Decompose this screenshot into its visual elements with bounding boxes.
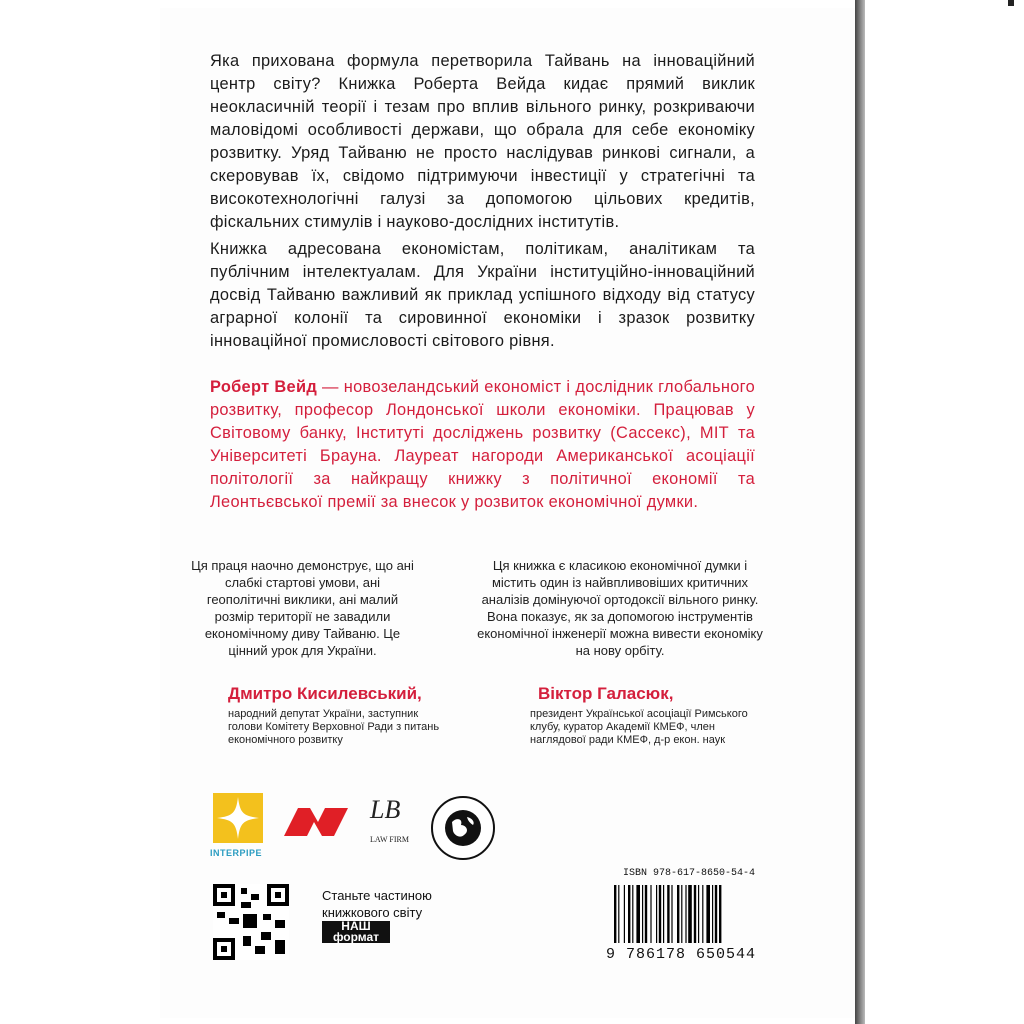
corner-mark <box>1008 0 1014 6</box>
author-bio-text: — новозеландський економіст і дослідник глобального розвитку, професор Лондонської школи економіки. Працював у Світовому банку, Інституті досліджень розвитку (Сассекс), МІТ та Університеті Брауна. Лауреат нагороди Американської асоціації політології за найкращу книжку з політичної економії та Леонтьєвської премії за внесок у розвиток економічної думки. <box>210 378 755 511</box>
cover-edge <box>855 0 865 1024</box>
lb-law-firm-label: LAW FIRM <box>370 835 409 844</box>
n-logo-icon <box>284 808 348 836</box>
endorser-name-1: Дмитро Кисилевський, <box>228 684 422 703</box>
n-brand-logo <box>284 808 348 841</box>
barcode-number: 9 786178 650544 <box>606 946 757 963</box>
join-line-2: книжкового світу <box>322 905 423 920</box>
interpipe-label: INTERPIPE <box>210 848 263 858</box>
description-paragraph-2: Книжка адресована економістам, політикам, аналітикам та публічним інтелектуалам. Для України інституційно-інноваційний досвід Тайваню важливий як приклад успішного відходу від статусу аграрної колонії та сировинної економіки і зразок розвитку інноваційної промисловості світового рівня. <box>210 240 755 350</box>
publisher-line-1: НАШ <box>341 919 371 933</box>
description-paragraph-1: Яка прихована формула перетворила Тайвань на інноваційний центр світу? Книжка Роберта Вейда кидає прямий виклик неокласичній теорії і тезам про вплив вільного ринку, розкриваючи маловідомі особливості держави, що обрала для себе економіку розвитку. Уряд Тайваню не просто наслідував ринкові сигнали, а скеровував їх, свідомо підтримуючи інвестиції у стратегічні та високотехнологічні галузі за допомогою цільових кредитів, фіскальних стимулів і науково-дослідних інститутів. <box>210 52 755 231</box>
globe-icon <box>430 795 496 861</box>
club-of-rome-logo <box>430 795 496 861</box>
endorsement-quote-2: Ця книжка є класикою економічної думки і містить один із найвпливовіших критичних аналізів домінуючої ортодоксії вільного ринку. Вона показує, як за допомогою інструментів економічної інженерії можна вивести економіку на нову орбіту. <box>477 558 763 658</box>
qr-code[interactable] <box>213 884 289 960</box>
join-text <box>322 887 432 921</box>
publisher-logo <box>322 921 390 943</box>
isbn-label: ISBN 978-617-8650-54-4 <box>623 868 756 879</box>
endorsement-quote-1: Ця праця наочно демонструє, що ані слабкі стартові умови, ані геополітичні виклики, ані малий розмір території не завадили економічному диву Тайваню. Це цінний урок для України. <box>191 558 414 658</box>
endorser-name-2: Віктор Галасюк, <box>538 684 674 703</box>
author-bio <box>210 376 755 514</box>
interpipe-logo <box>213 793 263 843</box>
qr-code-icon <box>213 884 289 960</box>
barcode <box>610 885 760 955</box>
join-line-1: Станьте частиною <box>322 888 432 903</box>
publisher-line-2: формат <box>332 930 380 944</box>
interpipe-star-icon <box>213 793 263 843</box>
lb-logo: LB <box>370 795 401 824</box>
endorser-role-1: народний депутат України, заступник голови Комітету Верховної Ради з питань економічного розвитку <box>228 708 440 746</box>
author-name: Роберт Вейд <box>210 378 318 396</box>
barcode-icon <box>610 885 760 947</box>
endorser-role-2: президент Української асоціації Римського клубу, куратор Академії КМЕФ, член наглядової ради КМЕФ, д-р екон. наук <box>530 708 748 746</box>
